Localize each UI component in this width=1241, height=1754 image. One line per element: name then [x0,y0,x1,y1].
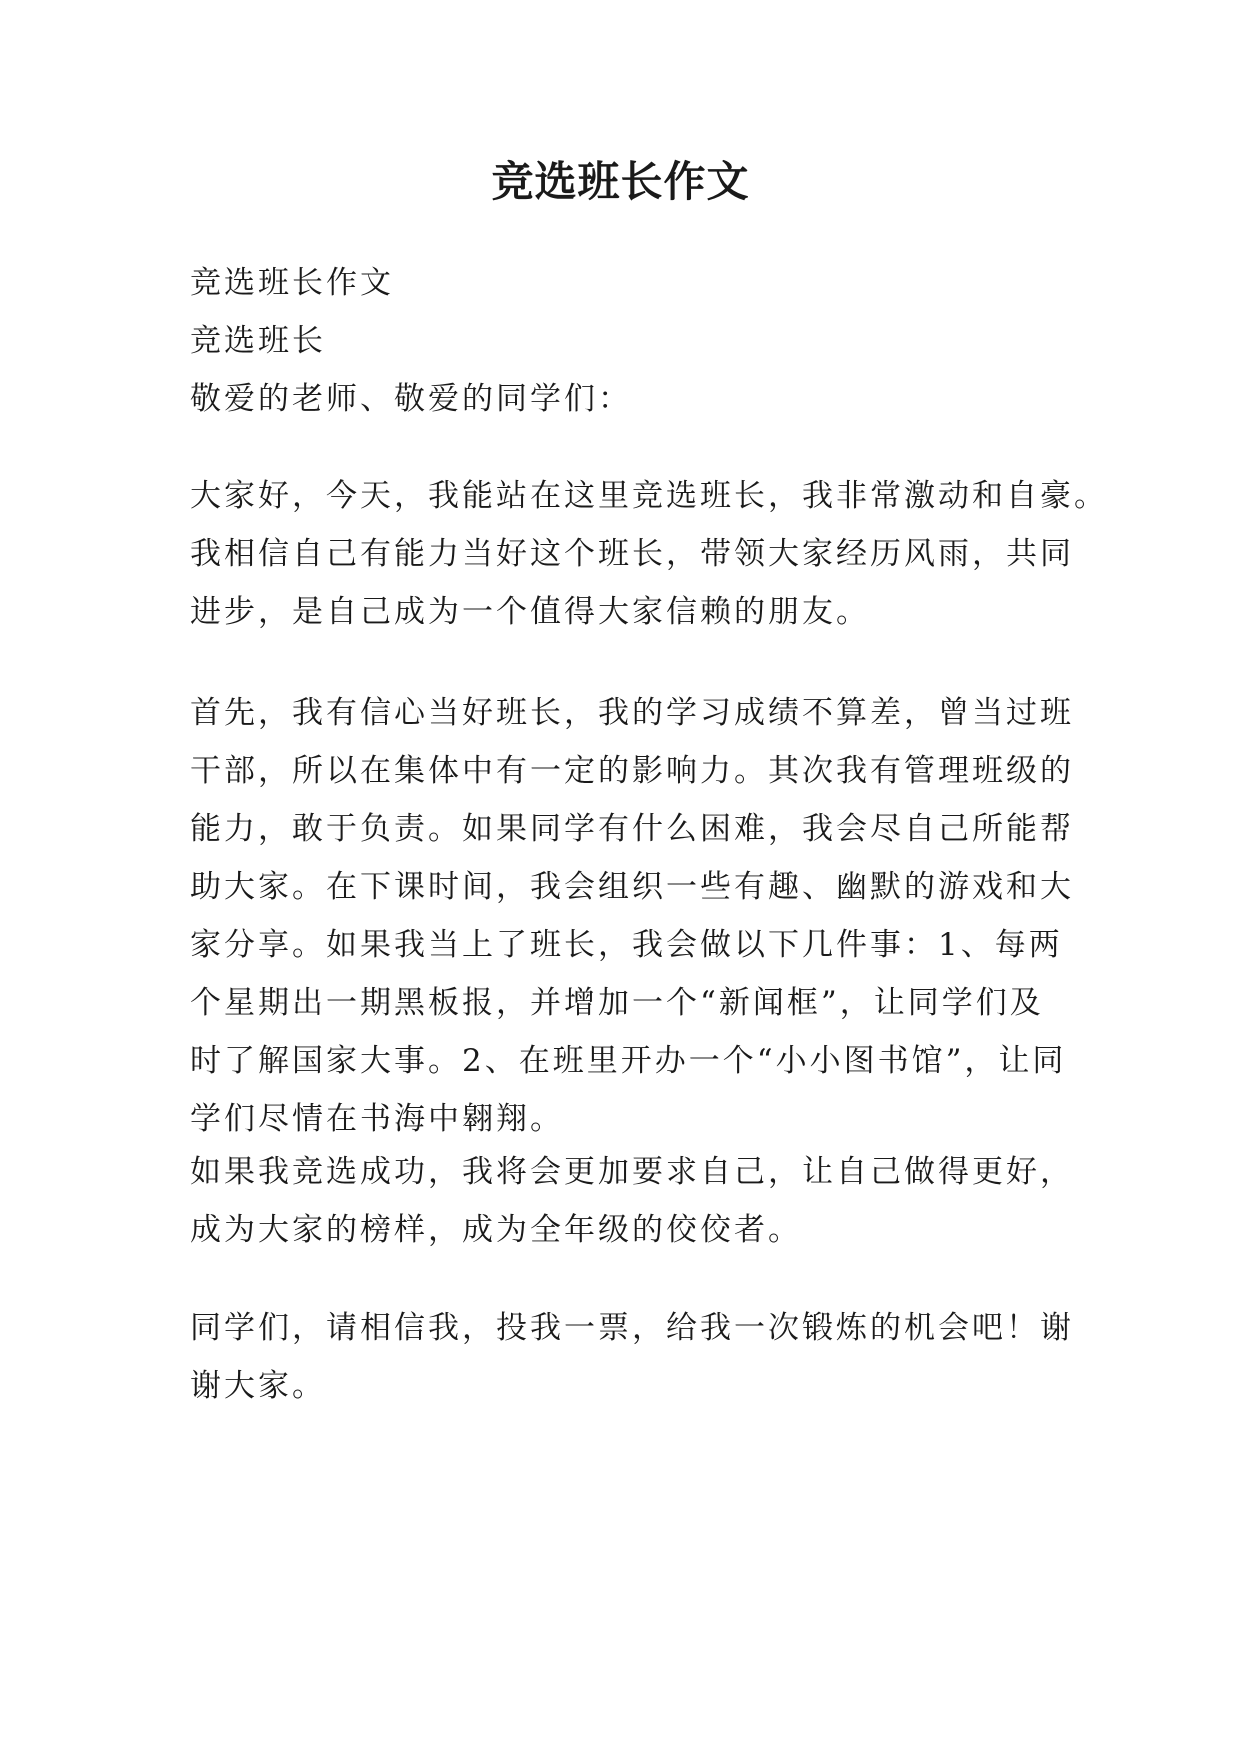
paragraph-closing [190,1299,1080,1415]
paragraph-line: 个星期出一期黑板报，并增加一个“新闻框”，让同学们及 [190,985,1044,1021]
paragraph-line: 助大家。在下课时间，我会组织一些有趣、幽默的游戏和大 [190,869,1074,905]
paragraph-line: 如果我竞选成功，我将会更加要求自己，让自己做得更好， [190,1154,1074,1190]
paragraph-line: 大家好，今天，我能站在这里竞选班长，我非常激动和自豪。 [190,478,1108,514]
paragraph-line: 成为大家的榜样，成为全年级的佼佼者。 [190,1212,802,1248]
paragraph-line: 进步，是自己成为一个值得大家信赖的朋友。 [190,594,870,630]
paragraph-plan [190,684,1080,1148]
paragraph-line: 我相信自己有能力当好这个班长，带领大家经历风雨，共同 [190,536,1074,572]
paragraph-line: 同学们，请相信我，投我一票，给我一次锻炼的机会吧！谢 [190,1310,1074,1346]
paragraph-line: 学们尽情在书海中翱翔。 [190,1101,564,1137]
header-lines [190,254,1080,428]
header-line: 竞选班长作文 [190,265,394,301]
paragraph-line: 时了解国家大事。2、在班里开办一个“小小图书馆”，让同 [190,1043,1067,1079]
paragraph-line: 家分享。如果我当上了班长，我会做以下几件事：1、每两 [190,927,1063,963]
paragraph-promise [190,1143,1080,1259]
paragraph-line: 首先，我有信心当好班长，我的学习成绩不算差，曾当过班 [190,695,1074,731]
paragraph-intro [190,467,1108,641]
header-line: 竞选班长 [190,323,326,359]
paragraph-line: 能力，敢于负责。如果同学有什么困难，我会尽自己所能帮 [190,811,1074,847]
paragraph-line: 干部，所以在集体中有一定的影响力。其次我有管理班级的 [190,753,1074,789]
paragraph-line: 谢大家。 [190,1368,326,1404]
document-title: 竞选班长作文 [491,157,750,206]
salutation: 敬爱的老师、敬爱的同学们： [190,381,632,417]
